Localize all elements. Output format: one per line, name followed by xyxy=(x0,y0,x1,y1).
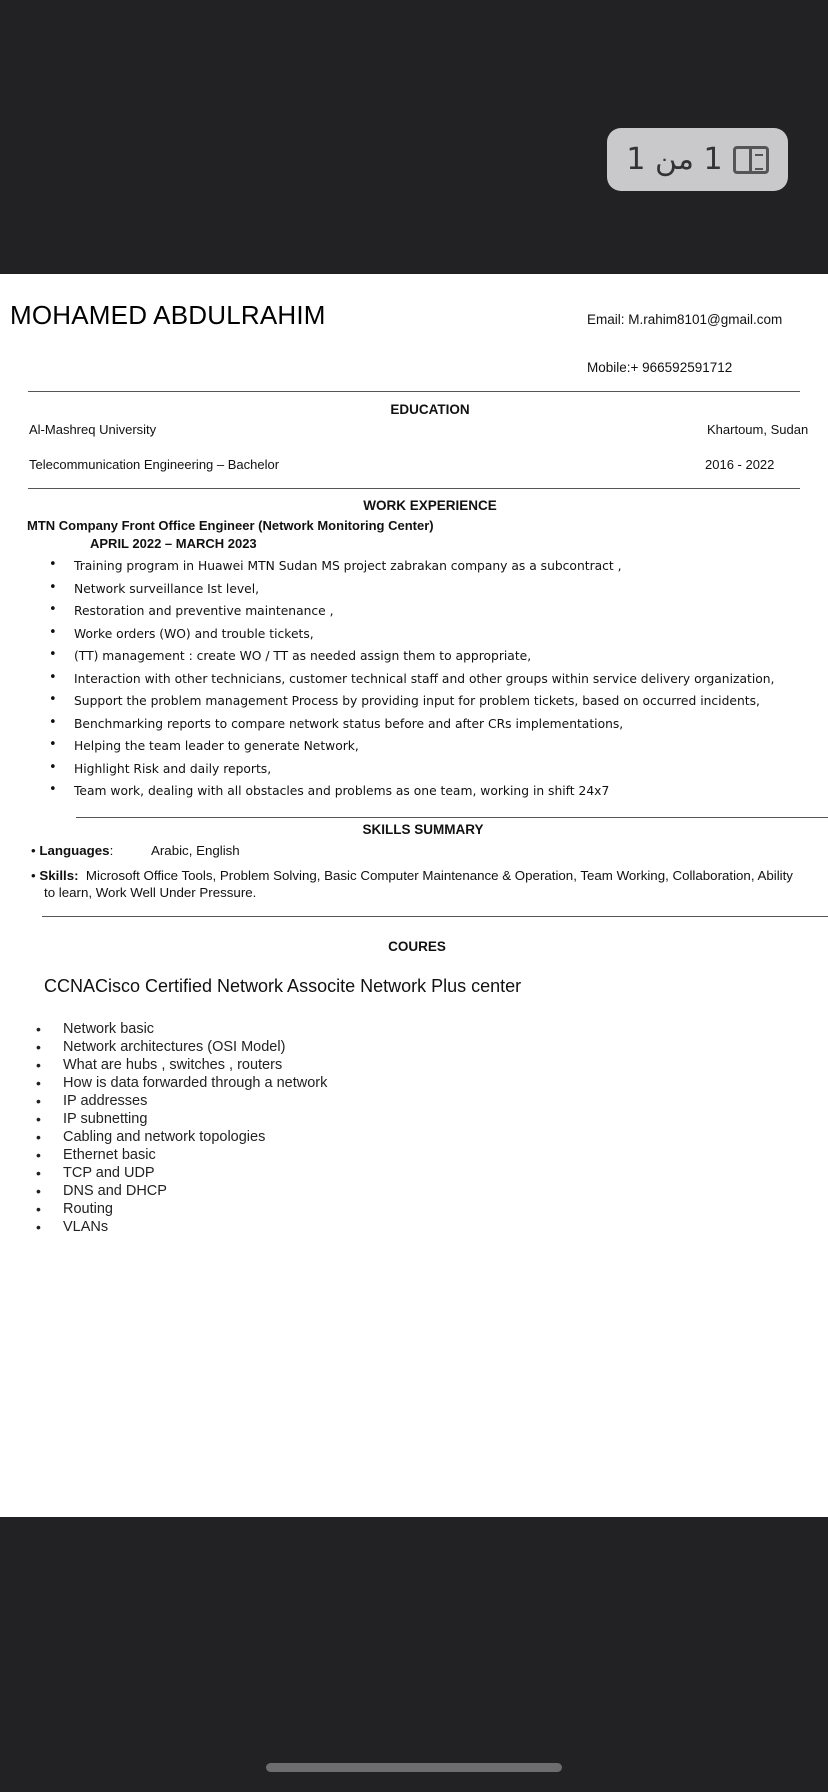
languages-value: Arabic, English xyxy=(151,843,240,858)
home-indicator[interactable] xyxy=(266,1763,562,1772)
languages-row xyxy=(31,843,113,858)
divider xyxy=(76,817,828,818)
skills-heading: SKILLS SUMMARY xyxy=(362,822,484,837)
divider xyxy=(42,916,828,917)
education-years: 2016 - 2022 xyxy=(705,457,775,472)
divider xyxy=(28,391,800,392)
email-text: Email: M.rahim8101@gmail.com xyxy=(587,312,783,327)
list-item: • Interaction with other technicians, customer technical staff and other groups within service delivery organization, xyxy=(44,669,824,692)
course-topics xyxy=(34,1021,327,1237)
list-item: • DNS and DHCP xyxy=(34,1183,327,1201)
page-count-text: 1 من 1 xyxy=(626,142,723,177)
course-name: CCNACisco Certified Network Associte Network Plus center xyxy=(44,976,522,996)
list-item: • Team work, dealing with all obstacles and problems as one team, working in shift 24x7 xyxy=(44,781,824,804)
list-item: • What are hubs , switches , routers xyxy=(34,1057,327,1075)
skills-row xyxy=(31,868,793,883)
page-indicator[interactable] xyxy=(607,128,788,191)
list-item: • Worke orders (WO) and trouble tickets, xyxy=(44,624,824,647)
list-item: • TCP and UDP xyxy=(34,1165,327,1183)
list-item: • Network surveillance Ist level, xyxy=(44,579,824,602)
degree-text: Telecommunication Engineering – Bachelor xyxy=(29,457,280,472)
education-location: Khartoum, Sudan xyxy=(707,422,809,437)
resume-page[interactable] xyxy=(0,274,828,1517)
list-item: • Routing xyxy=(34,1201,327,1219)
work-role: MTN Company Front Office Engineer (Network Monitoring Center) xyxy=(27,518,434,533)
bullet: • xyxy=(31,868,40,883)
list-item: • Ethernet basic xyxy=(34,1147,327,1165)
skills-label: Skills: xyxy=(39,868,79,883)
label-colon: : xyxy=(109,843,114,858)
courses-heading: COURES xyxy=(388,939,446,954)
education-heading: EDUCATION xyxy=(390,402,470,417)
divider xyxy=(28,488,800,489)
list-item: • Benchmarking reports to compare network status before and after CRs implementations, xyxy=(44,714,824,737)
list-item: • VLANs xyxy=(34,1219,327,1237)
list-item: • (TT) management : create WO / TT as needed assign them to appropriate, xyxy=(44,646,824,669)
list-item: • Support the problem management Process by providing input for problem tickets, based on occurred incidents, xyxy=(44,691,824,714)
sidebar-toggle-icon[interactable] xyxy=(733,146,769,174)
list-item: • Cabling and network topologies xyxy=(34,1129,327,1147)
work-period: APRIL 2022 – MARCH 2023 xyxy=(90,536,257,551)
resume-name: MOHAMED ABDULRAHIM xyxy=(10,300,326,330)
list-item: • Helping the team leader to generate Network, xyxy=(44,736,824,759)
list-item: • How is data forwarded through a network xyxy=(34,1075,327,1093)
list-item: • Training program in Huawei MTN Sudan MS project zabrakan company as a subcontract , xyxy=(44,556,824,579)
list-item: • IP addresses xyxy=(34,1093,327,1111)
list-item: • Network basic xyxy=(34,1021,327,1039)
list-item: • Network architectures (OSI Model) xyxy=(34,1039,327,1057)
work-heading: WORK EXPERIENCE xyxy=(363,498,497,513)
work-bullets xyxy=(44,556,824,804)
list-item: • IP subnetting xyxy=(34,1111,327,1129)
skills-value-continued: to learn, Work Well Under Pressure. xyxy=(44,885,257,900)
skills-value: Microsoft Office Tools, Problem Solving, Basic Computer Maintenance & Operation, Team Working, Collaboration, Ability xyxy=(85,868,793,883)
list-item: • Highlight Risk and daily reports, xyxy=(44,759,824,782)
languages-label: Languages xyxy=(39,843,110,858)
list-item: • Restoration and preventive maintenance , xyxy=(44,601,824,624)
mobile-text: Mobile:+ 966592591712 xyxy=(587,360,733,375)
bullet: • xyxy=(31,843,40,858)
university-text: Al-Mashreq University xyxy=(29,422,157,437)
